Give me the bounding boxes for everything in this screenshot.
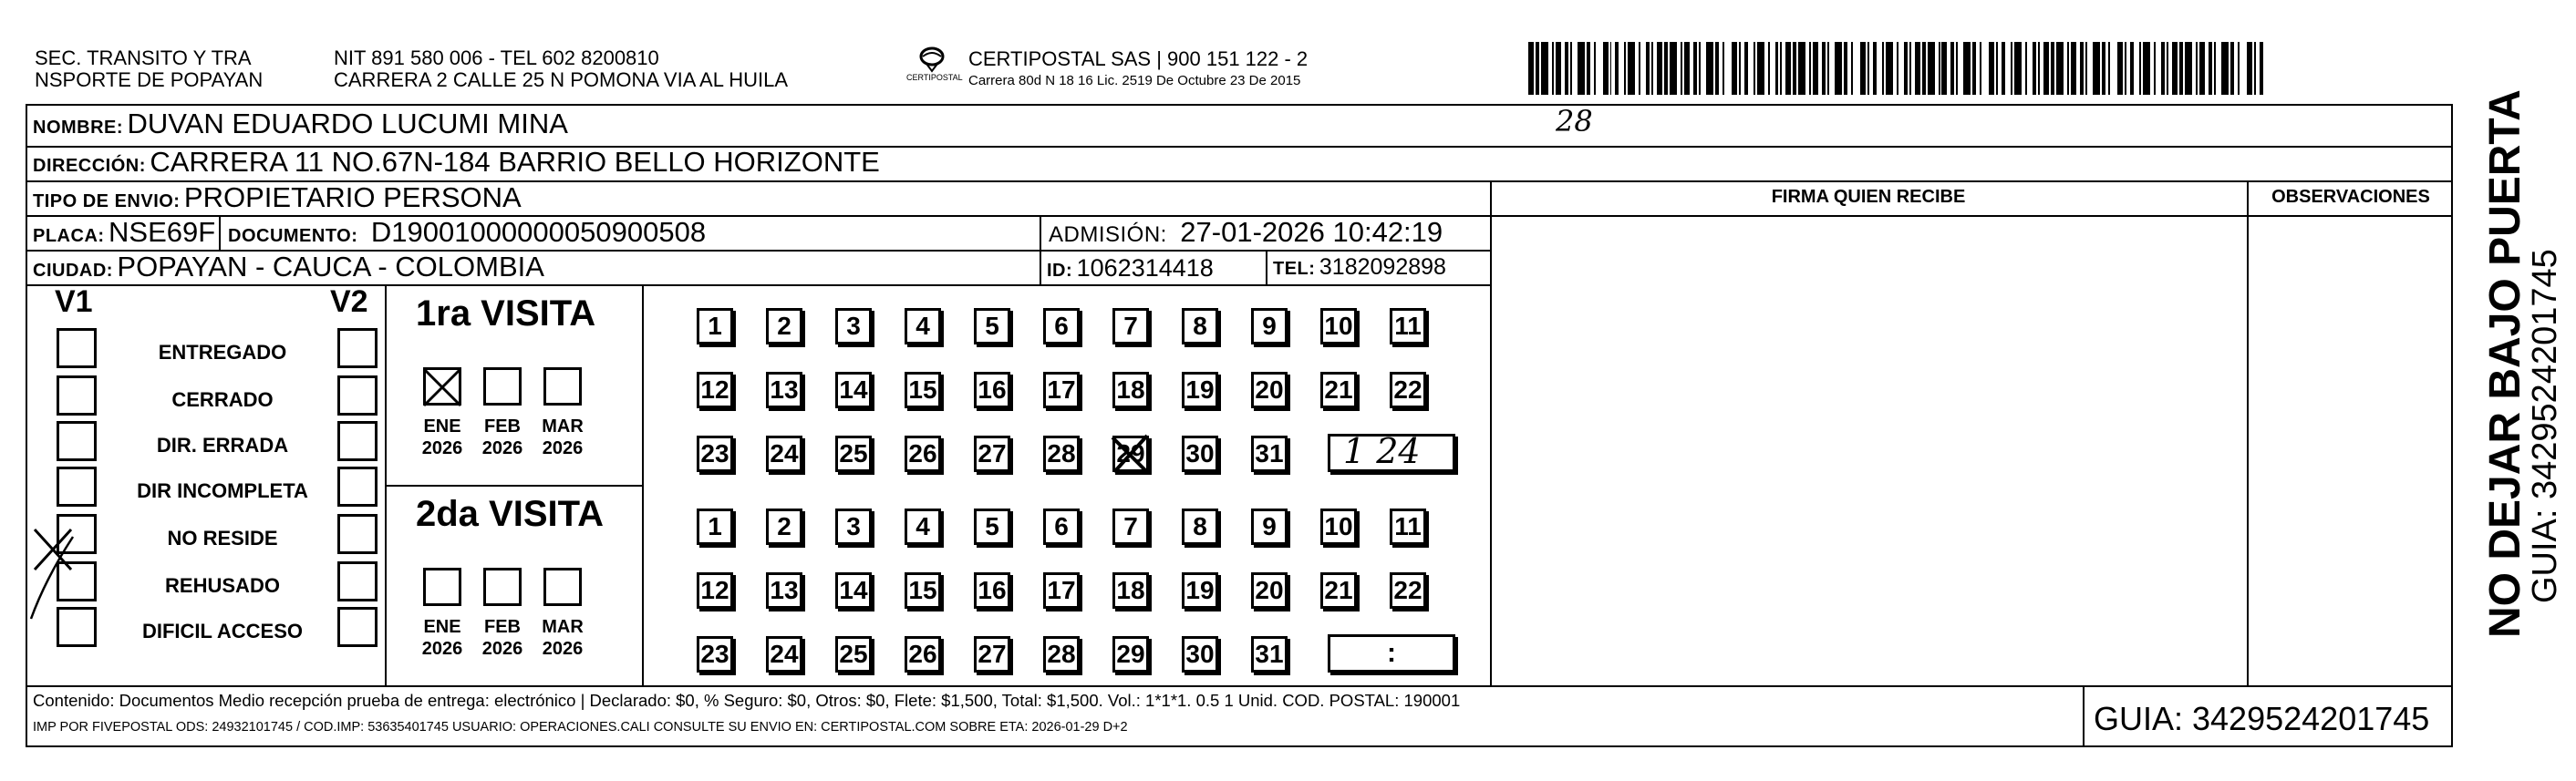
no-reside-check-mark xyxy=(27,524,82,624)
v1-checkbox[interactable] xyxy=(57,421,97,461)
status-reason-label: DIR INCOMPLETA xyxy=(137,479,308,502)
documento-value: D19001000000050900508 xyxy=(370,216,707,248)
day-box[interactable]: 22 xyxy=(1390,572,1426,609)
logo-text: CERTIPOSTAL xyxy=(906,73,963,82)
firma-quien-recibe-label: FIRMA QUIEN RECIBE xyxy=(1771,187,1966,207)
month-checkbox[interactable] xyxy=(483,367,522,406)
id-row xyxy=(1047,254,1214,283)
day-box[interactable]: 3 xyxy=(835,509,872,545)
day-box[interactable]: 16 xyxy=(974,572,1010,609)
day-box[interactable]: 20 xyxy=(1251,572,1288,609)
ciudad-value: POPAYAN - CAUCA - COLOMBIA xyxy=(117,251,544,283)
status-reason-label: DIFICIL ACCESO xyxy=(141,620,303,642)
courier-name: CERTIPOSTAL SAS | 900 151 122 - 2 xyxy=(968,47,1309,70)
observaciones-label: OBSERVACIONES xyxy=(2271,187,2430,207)
day-box[interactable]: 11 xyxy=(1390,308,1426,344)
day-box[interactable]: 31 xyxy=(1251,636,1288,673)
day-box[interactable]: 8 xyxy=(1182,308,1218,344)
month-checkbox[interactable] xyxy=(483,568,522,606)
admision-label: ADMISIÓN: xyxy=(1049,222,1167,247)
certipostal-logo xyxy=(903,42,961,89)
barcode-bar xyxy=(1835,42,1842,95)
v2-checkbox[interactable] xyxy=(337,607,378,647)
day-box[interactable]: 14 xyxy=(835,372,872,408)
day-box[interactable]: 28 xyxy=(1043,436,1080,472)
month-checkbox[interactable] xyxy=(543,367,582,406)
visit1-time-box[interactable] xyxy=(1328,431,1455,472)
ciudad-label: CIUDAD: xyxy=(33,261,113,281)
day-box[interactable]: 26 xyxy=(905,436,941,472)
tracking-barcode xyxy=(1528,42,2269,95)
direccion-row xyxy=(33,146,880,179)
barcode-bar xyxy=(2056,42,2064,95)
day-box[interactable]: 7 xyxy=(1112,509,1149,545)
barcode-bar xyxy=(1757,42,1764,95)
nombre-value: DUVAN EDUARDO LUCUMI MINA xyxy=(127,108,568,139)
barcode-bar xyxy=(2240,42,2247,95)
tel-value: 3182092898 xyxy=(1319,254,1446,280)
visit2-time-box[interactable]: : xyxy=(1328,634,1455,673)
sender-org-line1: SEC. TRANSITO Y TRA xyxy=(35,46,252,69)
v2-checkbox[interactable] xyxy=(337,328,378,368)
barcode-bar xyxy=(1670,42,1677,95)
day-box[interactable]: 1 xyxy=(697,509,733,545)
day-box[interactable]: 17 xyxy=(1043,572,1080,609)
month-checkbox[interactable] xyxy=(423,568,461,606)
v1-checkbox[interactable] xyxy=(57,467,97,507)
month-label: FEB 2026 xyxy=(481,416,523,458)
v2-checkbox[interactable] xyxy=(337,467,378,507)
placa-value: NSE69F xyxy=(109,216,216,248)
nombre-label: NOMBRE: xyxy=(33,118,124,138)
direccion-value: CARRERA 11 NO.67N-184 BARRIO BELLO HORIZONTE xyxy=(150,146,880,178)
day-box[interactable]: 14 xyxy=(835,572,872,609)
day-box[interactable]: 20 xyxy=(1251,372,1288,408)
day-box[interactable]: 17 xyxy=(1043,372,1080,408)
v1-checkbox[interactable] xyxy=(57,328,97,368)
tel-row xyxy=(1273,254,1446,281)
v2-checkbox[interactable] xyxy=(337,375,378,416)
v2-label: V2 xyxy=(330,284,368,319)
day-box[interactable]: 24 xyxy=(766,636,802,673)
day-check-mark xyxy=(1109,432,1153,476)
direccion-label: DIRECCIÓN: xyxy=(33,156,146,176)
documento-label: DOCUMENTO: xyxy=(228,226,358,246)
admision-value: 27-01-2026 10:42:19 xyxy=(1180,216,1443,248)
id-label: ID: xyxy=(1047,261,1073,281)
status-reason-label: REHUSADO xyxy=(165,574,280,597)
barcode-bar xyxy=(1628,42,1635,95)
day-box[interactable]: 24 xyxy=(766,436,802,472)
status-reason-label: DIR. ERRADA xyxy=(156,434,289,457)
barcode-bar xyxy=(2110,42,2117,95)
sender-address: CARRERA 2 CALLE 25 N POMONA VIA AL HUILA xyxy=(334,68,789,91)
barcode-bar xyxy=(1541,42,1548,95)
side-guia: GUIA: 3429524201745 xyxy=(2526,249,2564,603)
day-box[interactable]: 12 xyxy=(697,372,733,408)
day-box[interactable]: 31 xyxy=(1251,436,1288,472)
barcode-bar xyxy=(2263,42,2269,95)
admision-row xyxy=(1049,216,1443,249)
day-box[interactable]: 6 xyxy=(1043,509,1080,545)
month-label: FEB 2026 xyxy=(481,617,523,659)
visit2-title: 2da VISITA xyxy=(416,494,604,534)
barcode-bar xyxy=(2093,42,2100,95)
barcode-bar xyxy=(1853,42,1860,95)
tipo-label: TIPO DE ENVIO: xyxy=(33,191,181,211)
day-box[interactable]: 9 xyxy=(1251,509,1288,545)
day-box[interactable]: 21 xyxy=(1320,572,1357,609)
day-box[interactable]: 4 xyxy=(905,509,941,545)
barcode-bar xyxy=(1928,42,1935,95)
visit1-title: 1ra VISITA xyxy=(416,293,596,334)
ciudad-row xyxy=(33,251,544,283)
tel-label: TEL: xyxy=(1273,259,1316,279)
day-box[interactable]: 15 xyxy=(905,372,941,408)
footer-print-info: IMP POR FIVEPOSTAL ODS: 24932101745 / COD.IMP: 53635401745 USUARIO: OPERACIONES.CALI CONSULTE SU ENVIO EN: CERTIPOSTAL.COM SOBRE ETA: 2026-01-29 D+2 xyxy=(33,720,1128,735)
placa-row xyxy=(33,216,215,249)
day-box[interactable]: 30 xyxy=(1182,436,1218,472)
day-box[interactable]: 11 xyxy=(1390,509,1426,545)
day-box[interactable]: 23 xyxy=(697,636,733,673)
visit1-month-check-mark xyxy=(420,365,464,409)
day-box[interactable]: 10 xyxy=(1320,509,1357,545)
barcode-bar xyxy=(1798,42,1805,95)
barcode-bar xyxy=(2185,42,2192,95)
day-box[interactable]: 10 xyxy=(1320,308,1357,344)
day-box[interactable]: 5 xyxy=(974,509,1010,545)
day-box[interactable]: 25 xyxy=(835,436,872,472)
day-box[interactable]: 26 xyxy=(905,636,941,673)
barcode-bar xyxy=(1886,42,1893,95)
placa-label: PLACA: xyxy=(33,226,105,246)
day-box[interactable]: 29 xyxy=(1112,436,1149,472)
status-reason-label: ENTREGADO xyxy=(158,341,287,364)
day-box[interactable]: 3 xyxy=(835,308,872,344)
day-box[interactable]: 30 xyxy=(1182,636,1218,673)
day-box[interactable]: 4 xyxy=(905,308,941,344)
barcode-bar xyxy=(1724,42,1732,95)
visit1-time-handwritten: 1 24 xyxy=(1343,431,1421,471)
day-box[interactable]: 8 xyxy=(1182,509,1218,545)
day-box[interactable]: 2 xyxy=(766,509,802,545)
day-box[interactable]: 2 xyxy=(766,308,802,344)
day-box[interactable]: 6 xyxy=(1043,308,1080,344)
status-reason-label: NO RESIDE xyxy=(167,527,278,550)
sender-nit: NIT 891 580 006 - TEL 602 8200810 xyxy=(334,46,659,69)
day-box[interactable]: 19 xyxy=(1182,572,1218,609)
barcode-bar xyxy=(1963,42,1971,95)
handwritten-number: 28 xyxy=(1556,104,1593,139)
tipo-value: PROPIETARIO PERSONA xyxy=(183,181,522,213)
footer-guia: GUIA: 3429524201745 xyxy=(2094,700,2430,737)
sender-org-line2: NSPORTE DE POPAYAN xyxy=(35,68,264,91)
courier-address: Carrera 80d N 18 16 Lic. 2519 De Octubre 23 De 2015 xyxy=(968,73,1301,88)
day-box[interactable]: 16 xyxy=(974,372,1010,408)
day-box[interactable]: 5 xyxy=(974,308,1010,344)
barcode-bar xyxy=(2221,42,2229,95)
month-label: ENE 2026 xyxy=(421,416,463,458)
day-box[interactable]: 13 xyxy=(766,572,802,609)
nombre-row xyxy=(33,108,568,140)
v2-checkbox[interactable] xyxy=(337,421,378,461)
v1-label: V1 xyxy=(55,284,93,319)
day-box[interactable]: 21 xyxy=(1320,372,1357,408)
month-label: ENE 2026 xyxy=(421,617,463,659)
day-box[interactable]: 12 xyxy=(697,572,733,609)
barcode-bar xyxy=(2014,42,2022,95)
barcode-bar xyxy=(1706,42,1713,95)
side-warning: NO DEJAR BAJO PUERTA xyxy=(2481,89,2529,638)
day-box[interactable]: 23 xyxy=(697,436,733,472)
day-box[interactable]: 25 xyxy=(835,636,872,673)
day-box[interactable]: 19 xyxy=(1182,372,1218,408)
footer-contents: Contenido: Documentos Medio recepción prueba de entrega: electrónico | Declarado: $0, % Seguro: $0, Otros: $0, Flete: $1,500, Total: $1,500. Vol.: 1*1*1. 0.5 1 Unid. COD. POSTAL: 190001 xyxy=(33,691,1461,710)
day-box[interactable]: 27 xyxy=(974,636,1010,673)
day-box[interactable]: 18 xyxy=(1112,372,1149,408)
month-label: MAR 2026 xyxy=(542,617,584,659)
side-text-block xyxy=(2462,89,2571,656)
barcode-bar xyxy=(2143,42,2150,95)
month-checkbox[interactable] xyxy=(543,568,582,606)
day-box[interactable]: 28 xyxy=(1043,636,1080,673)
day-box[interactable]: 7 xyxy=(1112,308,1149,344)
day-box[interactable]: 9 xyxy=(1251,308,1288,344)
month-label: MAR 2026 xyxy=(542,416,584,458)
barcode-bar xyxy=(1981,42,1989,95)
v2-checkbox[interactable] xyxy=(337,561,378,601)
v2-checkbox[interactable] xyxy=(337,514,378,554)
id-value: 1062314418 xyxy=(1076,254,1214,282)
day-box[interactable]: 22 xyxy=(1390,372,1426,408)
day-box[interactable]: 29 xyxy=(1112,636,1149,673)
documento-row xyxy=(228,216,706,249)
day-box[interactable]: 27 xyxy=(974,436,1010,472)
barcode-bar xyxy=(1578,42,1585,95)
tipo-row xyxy=(33,181,522,214)
barcode-bar xyxy=(1596,42,1603,95)
day-box[interactable]: 15 xyxy=(905,572,941,609)
day-box[interactable]: 1 xyxy=(697,308,733,344)
day-box[interactable]: 18 xyxy=(1112,572,1149,609)
day-box[interactable]: 13 xyxy=(766,372,802,408)
status-reason-label: CERRADO xyxy=(171,388,274,411)
v1-checkbox[interactable] xyxy=(57,375,97,416)
